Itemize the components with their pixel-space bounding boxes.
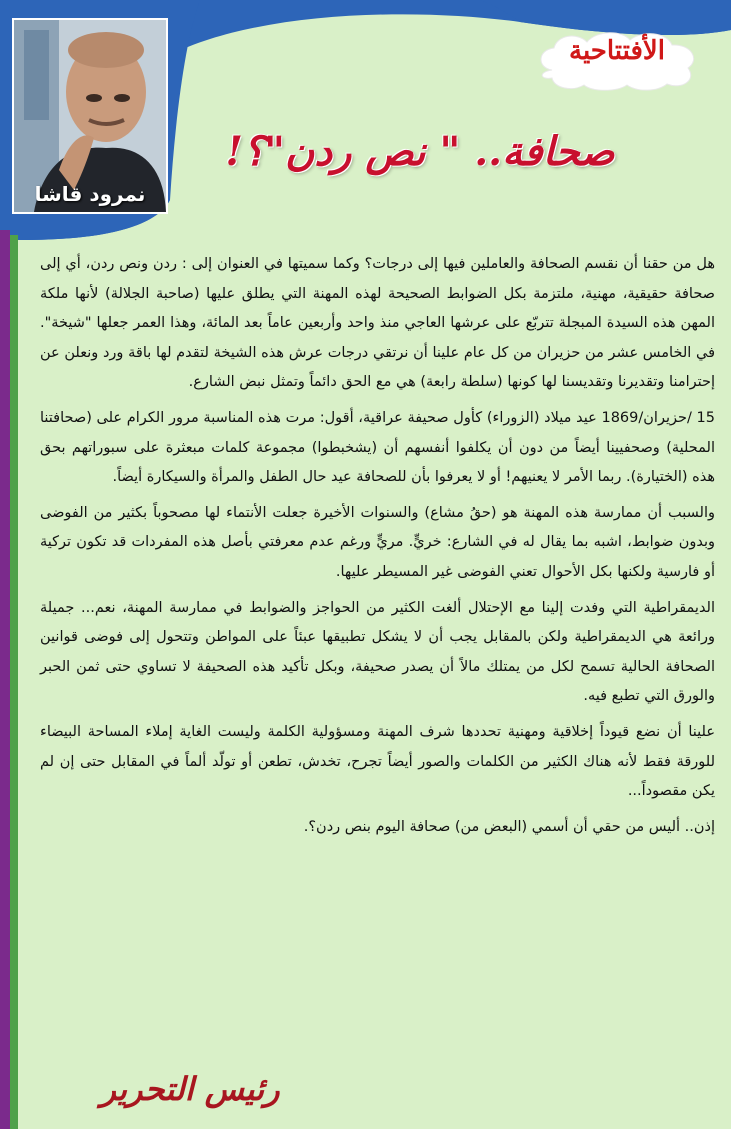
headline: صحافة.. " نص ردن"؟!: [225, 128, 615, 175]
author-name: نمرود قاشا: [34, 182, 146, 206]
paragraph: إذن.. أليس من حقي أن أسمي (البعض من) صحافة اليوم بنص ردن؟.: [303, 818, 715, 835]
article-body: [40, 250, 715, 1080]
section-label: الأفتتاحية: [569, 36, 665, 66]
paragraph: الديمقراطية التي وفدت إلينا مع الإحتلال ألغت الكثير من الحواجز والضوابط في ممارسة المهنة، نعم... جميلة ورائعة هي الديمقراطية ولكن بالمقابل يجب أن لا يشكل تطبيقها عبئاً على المواطن وتتحول إلى فوضى قوانين الصحافة الحالية تسمح لكل من يمتلك مالاً أن يصدر صحيفة، وبكل تأكيد هذه الصحيفة لا تساوي حتى ثمن الحبر والورق التي تطبع فيه.: [40, 599, 715, 705]
paragraph: والسبب أن ممارسة هذه المهنة هو (حقُ مشاع) والسنوات الأخيرة جعلت الأنتماء لها مصحوباً بكثير من الفوضى وبدون ضوابط، اشبه بما يقال له في الشارع: خريٍّ. مريٍّ ورغم عدم معرفتي بأصل هذه المفردات قد تكون تركية أو فارسية ولكنها بكل الأحوال تعني الفوضى غير المسيطر عليها.: [40, 504, 715, 580]
author-photo: [12, 18, 168, 214]
left-green-strip: [10, 235, 18, 1129]
editor-signature: رئيس التحرير: [100, 1070, 280, 1108]
paragraph: علينا أن نضع قيوداً إخلاقية ومهنية تحددها شرف المهنة ومسؤولية الكلمة وليست الغاية إملاء المساحة البيضاء للورقة فقط لأنه هناك الكثير من الكلمات والصور أيضاً تجرح، تخدش، تطعن أو تولّد ألماً في المقابل حتى إن لم يكن مقصوداً...: [40, 723, 715, 800]
paragraph: 15 /حزيران/1869 عيد ميلاد (الزوراء) كأول صحيفة عراقية، أقول: مرت هذه المناسبة مرور الكرام على (صحافتنا المحلية) وصحفيينا أيضاً من دون أن يكلفوا أنفسهم أن (يشخبطوا) مجموعة كلمات مبعثرة على سبوراتهم بحق هذه (الختيارة). ربما الأمر لا يعنيهم! أو لا يعرفوا بأن للصحافة عيد حال الطفل والمرأة والسيكارة أيضاً.: [40, 409, 715, 486]
paragraph: هل من حقنا أن نقسم الصحافة والعاملين فيها إلى درجات؟ وكما سميتها في العنوان إلى : ردن ونص ردن، أي إلى صحافة حقيقية، مهنية، ملتزمة بكل الضوابط الصحيحة لهذه المهنة التي يطلق عليها (صاحبة الجلالة) لأنها ملكة المهن هذه السيدة المبجلة تتربّع على عرشها العاجي منذ واحد وأربعين عاماً بعد المائة، وهذا العمر جعلها "شيخة". في الخامس عشر من حزيران من كل عام علينا أن نرتقي درجات عرش هذه الشيخة لتقدم لها باقة ورد ونعلن عن إحترامنا وتقديرنا وتقديسنا لها كونها (سلطة رابعة) هي مع الحق دائماً وتمثل نبض الشارع.: [40, 256, 715, 391]
left-purple-strip: [0, 230, 10, 1129]
